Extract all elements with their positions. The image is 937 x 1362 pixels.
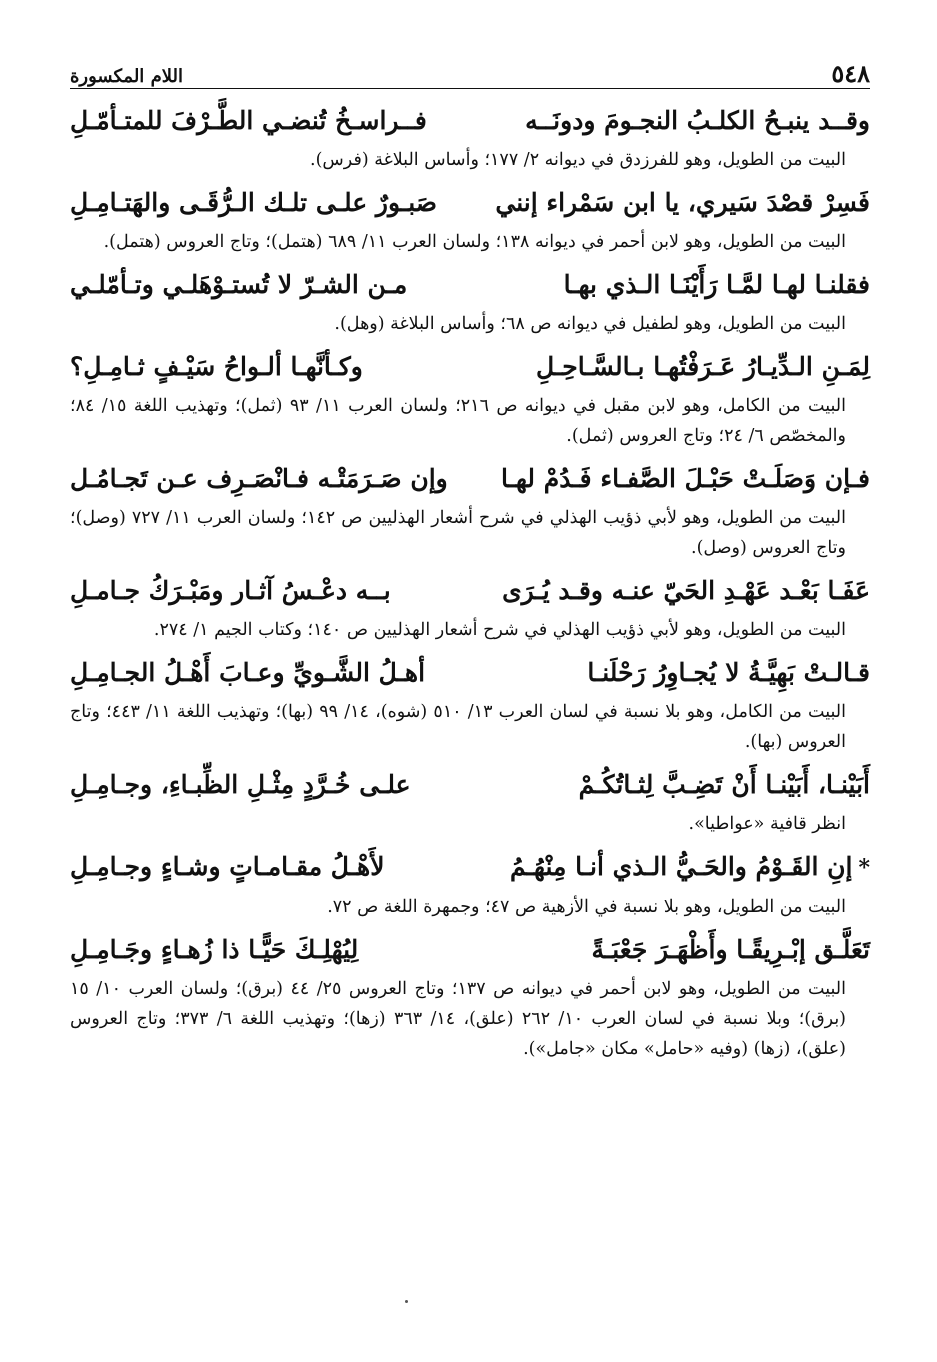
verse-first-hemistich: تَعَلَّـق إبْـرِيقًـا وأَظْهَـرَ جَعْبَـةً [591,935,870,964]
verse-line [70,761,870,809]
verse-entry [70,97,870,175]
verse-entry [70,343,870,451]
verse-first-hemistich: وقــد ينبـحُ الكلـبُ النجـومَ ودونَــه [525,106,870,135]
verse-line [70,97,870,145]
section-title: اللام المكسورة [70,66,183,87]
verse-line [70,567,870,615]
page-speck [405,1300,408,1303]
verse-line [70,649,870,697]
verse-commentary: البيت من الطويل، وهو للفرزدق في ديوانه ٢/ ١٧٧؛ وأساس البلاغة (فرس). [310,150,846,170]
verse-line [70,261,870,309]
page-number: ٥٤٨ [831,59,870,88]
verse-commentary: البيت من الكامل، وهو بلا نسبة في لسان العرب ١٣/ ٥١٠ (شوه)، ١٤/ ٩٩ (بها)؛ وتهذيب اللغة ١١/ ٤٤٣؛ وتاج العروس (بها). [70,702,846,752]
verse-commentary: البيت من الطويل، وهو لابن أحمر في ديوانه ١٣٨؛ ولسان العرب ١١/ ٦٨٩ (هتمل)؛ وتاج العروس (هتمل). [103,232,846,252]
verse-second-hemistich: علـى خُـرَّدٍ مِثْـلِ الظِّبـاءِ، وجـامِـلِ [70,770,411,799]
verse-line [70,343,870,391]
verse-second-hemistich: بــه دعْـسُ آثـار ومَبْـرَكُ جـامـلِ [70,576,391,605]
verse-first-hemistich: لِمَـنِ الـدِّيـارُ عَـرَفْتُهـا بـالسَّـاحِـلِ [536,352,870,381]
verse-second-hemistich: مـن الشـرّ لا تُستـوْهَلـي وتـأمّلـي [70,270,408,299]
verse-second-hemistich: وكـأنَّهـا ألـواحُ سَيْـفٍ ثـامِـلِ؟ [70,352,363,381]
verse-first-hemistich: فَسِرْ قصْدَ سَيري، يا ابن سَمْراء إنني [495,188,870,217]
verse-entry [70,843,870,922]
verse-second-hemistich: وإن صَـرَمَتْـه فـانْصَـرِف عـن تَجـامُـل [70,464,448,493]
verse-first-hemistich: فـإن وَصَلَـتْ حَبْـلَ الصَّفـاء فَـدُمْ لهـا [500,464,870,493]
verse-entry [70,261,870,339]
verse-commentary: البيت من الطويل، وهو لطفيل في ديوانه ص ٦٨؛ وأساس البلاغة (وهل). [334,314,846,334]
verse-second-hemistich: لأَهْـلُ مقـامـاتٍ وشـاءٍ وجـامِـلِ [70,852,385,881]
verse-second-hemistich: أهـلُ الشَّـويِّ وعـابَ أَهْـلُ الجـامِـلِ [70,658,426,687]
verse-entry [70,926,870,1064]
verse-commentary: البيت من الطويل، وهو لأبي ذؤيب الهذلي في شرح أشعار الهذليين ص ١٤٢؛ ولسان العرب ١١/ ٧٢٧ (وصل)؛ وتاج العروس (وصل). [70,508,846,558]
verse-commentary: البيت من الطويل، وهو لأبي ذؤيب الهذلي في شرح أشعار الهذليين ص ١٤٠؛ وكتاب الجيم ١/ ٢٧٤. [153,620,846,640]
verse-first-hemistich [510,843,870,892]
verse-commentary: البيت من الكامل، وهو لابن مقبل في ديوانه ص ٢١٦؛ ولسان العرب ١١/ ٩٣ (ثمل)؛ وتهذيب اللغة ١٥/ ٨٤؛ والمخصّص ٦/ ٢٤؛ وتاج العروس (ثمل). [70,396,846,446]
page-header [70,52,870,89]
verse-second-hemistich: لِيُهْلِـكَ حَيًّـا ذا زُهـاءٍ وجَـامِـلِ [70,935,359,964]
verse-first-hemistich: عَفَـا بَعْـد عَهْـدِ الحَيّ عنـه وقـد يُـرَى [502,576,870,605]
verse-entry [70,649,870,757]
verse-commentary: انظر قافية «عواطيا». [688,814,846,834]
verse-entry [70,455,870,563]
verse-line [70,179,870,227]
verse-entry [70,567,870,645]
verse-second-hemistich: فــراسـخُ تُنضـي الطَّـرْفَ للمتـأمّـلِ [70,106,427,135]
verse-line [70,455,870,503]
verse-commentary: البيت من الطويل، وهو بلا نسبة في الأزهية ص ٤٧؛ وجمهرة اللغة ص ٧٢. [327,897,846,917]
verse-first-hemistich: أَبَيْنـا، أَبَيْنـا أَنْ تَضِـبَّ لِثـاتُكُـمْ [578,770,870,799]
verse-entry [70,179,870,257]
book-page [70,52,870,1352]
verse-entries [70,97,870,1064]
verse-line [70,843,870,892]
verse-entry [70,761,870,839]
verse-line [70,926,870,974]
verse-first-hemistich-text: إنِ القَـوْمُ والحَـيُّ الـذي أنـا مِنْهُـمُ [509,852,853,881]
star-marker: * [858,855,870,881]
verse-first-hemistich: قـالـتْ بَهِيَّـةُ لا يُجـاوِرُ رَحْلَنـا [587,658,870,687]
verse-first-hemistich: فقلنـا لهـا لمَّـا رَأَيْنَـا الـذي بهـا [563,270,870,299]
verse-commentary: البيت من الطويل، وهو لابن أحمر في ديوانه ص ١٣٧؛ وتاج العروس ٢٥/ ٤٤ (برق)؛ ولسان العرب ١٠/ ١٥ (برق)؛ وبلا نسبة في لسان العرب ١٠/ ٢٦٢ (علق)، ١٤/ ٣٦٣ (زها)؛ وتهذيب اللغة ٦/ ٣٧٣؛ وتاج العروس (علق)، (زها) (وفيه «حامل» مكان «جامل»). [70,979,847,1059]
verse-second-hemistich: صَبـورٌ علـى تلـك الـرُّقَـى والهَتـامِـلِ [70,188,437,217]
